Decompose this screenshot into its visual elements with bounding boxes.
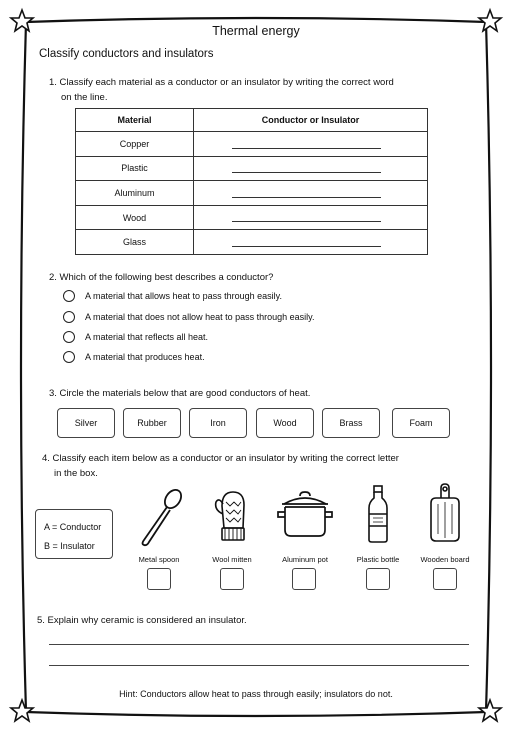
material-chip-silver[interactable]: Silver: [57, 408, 115, 438]
bottle-icon: [366, 484, 390, 544]
star-icon: [11, 700, 33, 721]
answer-box[interactable]: [147, 568, 171, 590]
answer-box[interactable]: [366, 568, 390, 590]
item-label: Metal spoon: [138, 555, 180, 564]
option-b[interactable]: [63, 311, 314, 323]
key-conductor: A = Conductor: [44, 522, 102, 532]
option-label: A material that produces heat.: [85, 352, 205, 362]
item-label: Aluminum pot: [282, 555, 328, 564]
item-label: Plastic bottle: [356, 555, 400, 564]
material-cell: Glass: [76, 230, 194, 255]
q1-text-continued: on the line.: [61, 92, 108, 103]
cutting-board-icon: [428, 482, 462, 544]
spoon-icon: [138, 488, 184, 548]
option-d[interactable]: [63, 351, 205, 363]
material-chip-rubber[interactable]: Rubber: [123, 408, 181, 438]
q1-text: 1. Classify each material as a conductor or an insulator by writing the correct word: [49, 77, 394, 88]
material-chip-foam[interactable]: Foam: [392, 408, 450, 438]
star-icon: [479, 700, 501, 721]
answer-line[interactable]: [194, 132, 428, 157]
material-cell: Aluminum: [76, 181, 194, 206]
hint-text: Hint: Conductors allow heat to pass through easily; insulators do not.: [119, 689, 393, 699]
table-row: [76, 156, 428, 181]
q4-text-continued: in the box.: [54, 468, 98, 479]
option-label: A material that reflects all heat.: [85, 332, 209, 342]
classification-header: Conductor or Insulator: [194, 109, 428, 132]
option-a[interactable]: [63, 290, 282, 302]
radio-circle[interactable]: [63, 331, 75, 343]
answer-line[interactable]: [194, 205, 428, 230]
mitten-icon: [212, 488, 252, 544]
answer-line[interactable]: [49, 665, 469, 666]
answer-box[interactable]: [433, 568, 457, 590]
table-row: [76, 205, 428, 230]
material-cell: Plastic: [76, 156, 194, 181]
table-row: [76, 230, 428, 255]
answer-box[interactable]: [292, 568, 316, 590]
answer-line[interactable]: [194, 181, 428, 206]
radio-circle[interactable]: [63, 351, 75, 363]
option-label: A material that allows heat to pass through easily.: [85, 291, 282, 301]
page-title: Thermal energy: [212, 24, 300, 38]
materials-table: [75, 108, 428, 255]
answer-line[interactable]: [194, 230, 428, 255]
material-chip-iron[interactable]: Iron: [189, 408, 247, 438]
material-header: Material: [76, 109, 194, 132]
item-label: Wooden board: [420, 555, 470, 564]
pot-icon: [276, 490, 334, 540]
answer-line[interactable]: [194, 156, 428, 181]
answer-key-box: [35, 509, 113, 559]
answer-line[interactable]: [49, 644, 469, 645]
material-cell: Copper: [76, 132, 194, 157]
radio-circle[interactable]: [63, 311, 75, 323]
table-row: [76, 132, 428, 157]
table-row: [76, 181, 428, 206]
item-label: Wool mitten: [212, 555, 252, 564]
q5-text: 5. Explain why ceramic is considered an insulator.: [37, 615, 247, 626]
option-label: A material that does not allow heat to pass through easily.: [85, 312, 315, 322]
radio-circle[interactable]: [63, 290, 75, 302]
material-chip-wood[interactable]: Wood: [256, 408, 314, 438]
table-header-row: [76, 109, 428, 132]
material-chip-brass[interactable]: Brass: [322, 408, 380, 438]
page-subtitle: Classify conductors and insulators: [39, 48, 214, 60]
q3-text: 3. Circle the materials below that are good conductors of heat.: [49, 388, 311, 399]
q2-text: 2. Which of the following best describes a conductor?: [49, 272, 274, 283]
material-cell: Wood: [76, 205, 194, 230]
answer-box[interactable]: [220, 568, 244, 590]
key-insulator: B = Insulator: [44, 541, 95, 551]
q4-text: 4. Classify each item below as a conductor or an insulator by writing the correct letter: [42, 453, 399, 464]
option-c[interactable]: [63, 331, 208, 343]
